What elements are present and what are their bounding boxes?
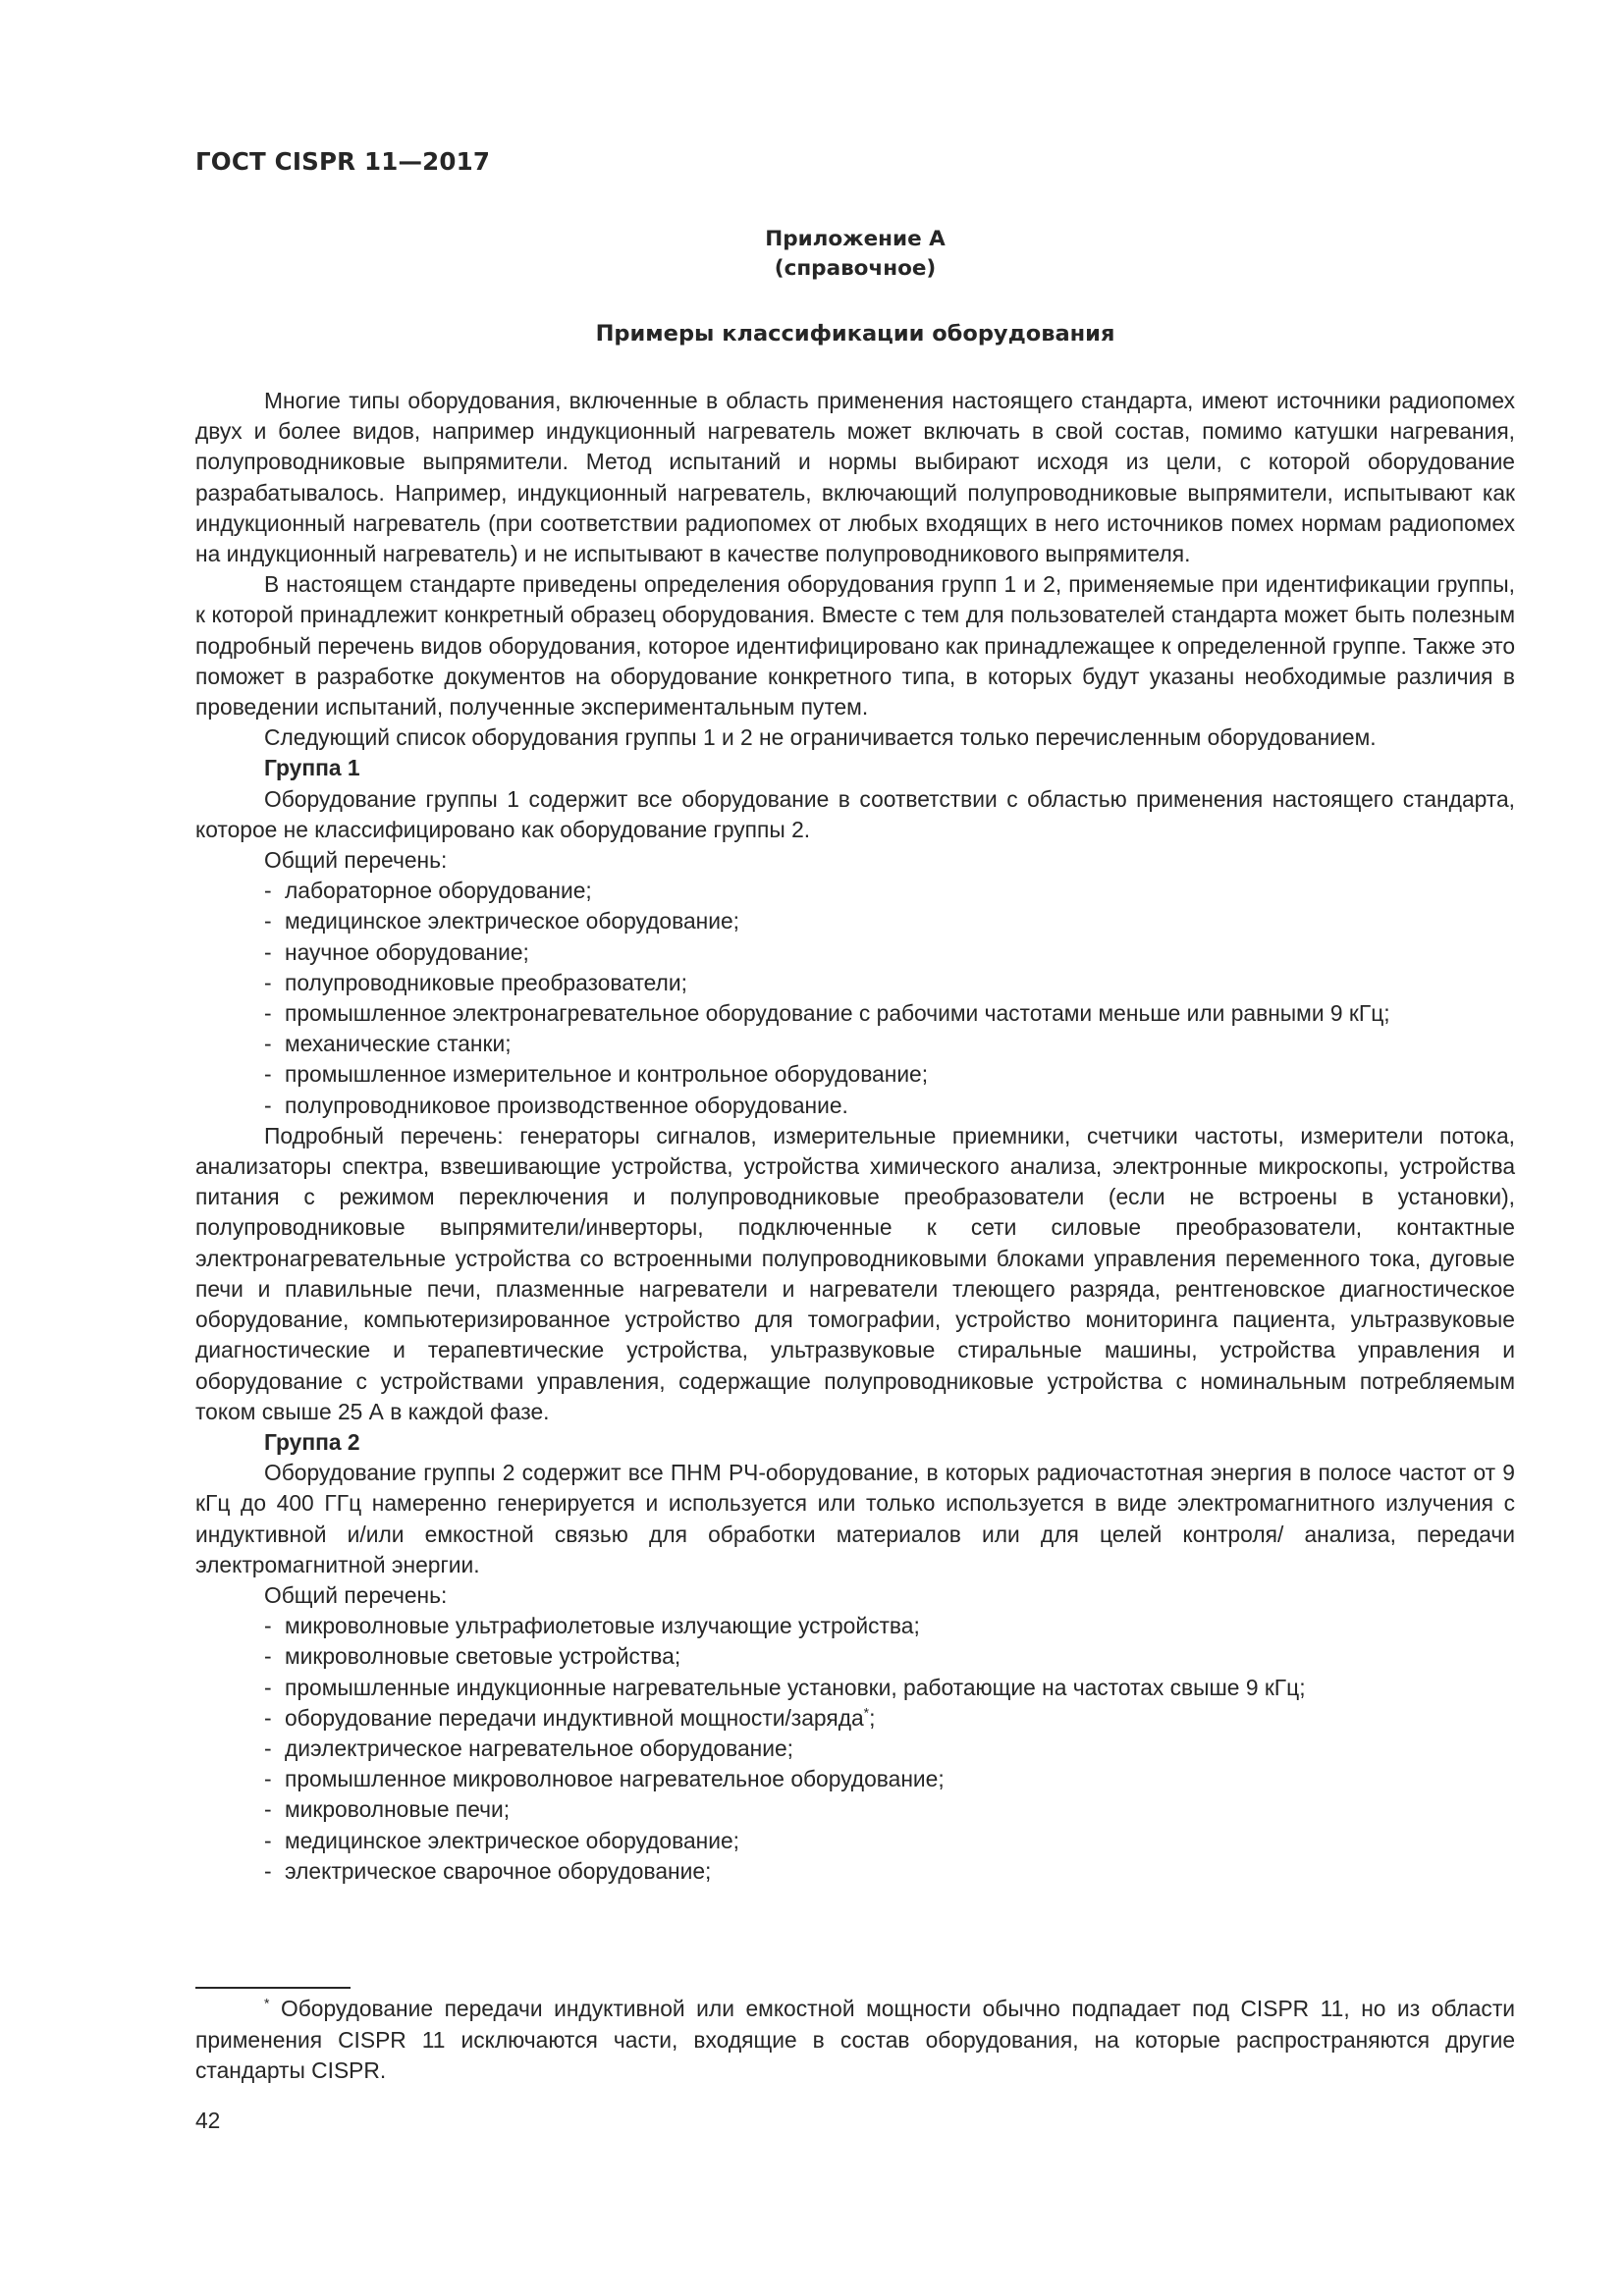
footnote <box>195 1994 1515 2087</box>
group-2-general-label: Общий перечень: <box>264 1581 448 1608</box>
list-dash: - <box>264 1031 272 1057</box>
list-item <box>195 1059 1515 1090</box>
list-item <box>195 937 1515 968</box>
list-item <box>195 1826 1515 1856</box>
list-item-text: медицинское электрическое оборудование; <box>285 1827 739 1853</box>
list-dash: - <box>264 1061 272 1088</box>
list-item-text: микроволновые печи; <box>285 1796 511 1823</box>
list-item <box>195 1856 1515 1887</box>
list-item-text: промышленное микроволновое нагревательное оборудование; <box>285 1766 945 1792</box>
list-dash: - <box>264 878 272 904</box>
list-item <box>195 1764 1515 1794</box>
list-item <box>195 1794 1515 1825</box>
annex-status: (справочное) <box>774 256 937 281</box>
group-1-general-list <box>195 876 1515 1121</box>
group-1-definition: Оборудование группы 1 содержит все оборудование в соответствии с областью применения настоящего стандарта, которое не классифицировано как оборудование группы 2. <box>195 785 1515 842</box>
list-dash: - <box>264 1857 272 1884</box>
group-2-heading: Группа 2 <box>264 1428 360 1455</box>
annex-heading <box>195 225 1515 284</box>
list-item-text: промышленные индукционные нагревательные установки, работающие на частотах свыше 9 кГц; <box>285 1674 1306 1700</box>
list-item-text: научное оборудование; <box>285 938 529 965</box>
list-dash: - <box>264 969 272 995</box>
list-dash: - <box>264 908 272 934</box>
list-item-text: полупроводниковое производственное оборудование. <box>285 1092 848 1118</box>
list-item <box>195 998 1515 1029</box>
annex-title: Примеры классификации оборудования <box>595 321 1115 347</box>
footnote-text: Оборудование передачи индуктивной или емкостной мощности обычно подпадает под CISPR 11, но из области применения CISPR 11 исключаются части, входящие в состав оборудования, на которые распространяются другие стандарты CISPR. <box>195 1996 1516 2083</box>
annex-label: Приложение А <box>765 227 946 251</box>
list-item-text: микроволновые световые устройства; <box>285 1643 681 1670</box>
list-dash: - <box>264 1766 272 1792</box>
list-item <box>195 968 1515 998</box>
list-dash: - <box>264 1000 272 1027</box>
footnote-separator <box>195 1987 351 1989</box>
list-dash: - <box>264 1674 272 1700</box>
list-dash: - <box>264 938 272 965</box>
list-item-text: промышленное электронагревательное оборудование с рабочими частотами меньше или равными 9 кГц; <box>285 1000 1390 1027</box>
list-item <box>195 1029 1515 1059</box>
annex-body <box>195 386 1515 1887</box>
list-item-text: медицинское электрическое оборудование; <box>285 908 739 934</box>
list-dash: - <box>264 1643 272 1670</box>
group-1-general-label: Общий перечень: <box>264 847 448 874</box>
intro-paragraph-2: В настоящем стандарте приведены определения оборудования групп 1 и 2, применяемые при идентификации группы, к которой принадлежит конкретный образец оборудования. Вместе с тем для пользователей стандарта может быть полезным подробный перечень видов оборудования, которое идентифицировано как принадлежащее к определенной группе. Также это поможет в разработке документов на оборудование конкретного типа, в которых будут указаны необходимые различия в проведении испытаний, полученные экспериментальным путем. <box>195 571 1515 721</box>
list-dash: - <box>264 1796 272 1823</box>
list-item-text: диэлектрическое нагревательное оборудование; <box>285 1735 793 1761</box>
intro-paragraph-3: Следующий список оборудования группы 1 и 2 не ограничивается только перечисленным оборудованием. <box>264 724 1377 751</box>
list-item <box>195 876 1515 906</box>
list-dash: - <box>264 1704 272 1731</box>
list-item-text: электрическое сварочное оборудование; <box>285 1857 712 1884</box>
footnote-mark: * <box>264 1995 270 2011</box>
intro-paragraph-1: Многие типы оборудования, включенные в область применения настоящего стандарта, имеют источники радиопомех двух и более видов, например индукционный нагреватель может включать в свой состав, помимо катушки нагревания, полупроводниковые выпрямители. Метод испытаний и нормы выбирают исходя из цели, с которой оборудование разрабатывалось. Например, индукционный нагреватель, включающий полупроводниковые выпрямители, испытывают как индукционный нагреватель (при соответствии радиопомех от любых входящих в него источников помех нормам радиопомех на индукционный нагреватель) и не испытывают в качестве полупроводникового выпрямителя. <box>195 388 1515 567</box>
list-item <box>195 1734 1515 1764</box>
list-item-text: полупроводниковые преобразователи; <box>285 969 687 995</box>
list-item-text: оборудование передачи индуктивной мощности/заряда <box>285 1704 864 1731</box>
list-item-text: микроволновые ультрафиолетовые излучающие устройства; <box>285 1613 920 1639</box>
list-dash: - <box>264 1092 272 1118</box>
list-item <box>195 1641 1515 1672</box>
group-1-detailed-list: Подробный перечень: генераторы сигналов, измерительные приемники, счетчики частоты, измерители потока, анализаторы спектра, взвешивающие устройства, устройства химического анализа, электронные микроскопы, устройства питания с режимом переключения и полупроводниковые преобразователи (если не встроены в установки), полупроводниковые выпрямители/инверторы, подключенные к сети силовые преобразователи, контактные электронагревательные устройства со встроенными полупроводниковыми блоками управления переменного тока, дуговые печи и плавильные печи, плазменные нагреватели и нагреватели тлеющего разряда, рентгеновское диагностическое оборудование, компьютеризированное устройство для томографии, устройство мониторинга пациента, ультразвуковые диагностические и терапевтические устройства, ультразвуковые стиральные машины, устройства управления и оборудование с устройствами управления, содержащие полупроводниковые устройства с номинальным потребляемым током свыше 25 А в каждой фазе. <box>195 1122 1515 1424</box>
list-item-text-end: ; <box>869 1704 876 1731</box>
list-dash: - <box>264 1827 272 1853</box>
list-item <box>195 1673 1515 1703</box>
group-2-general-list <box>195 1611 1515 1887</box>
document-code: ГОСТ CISPR 11—2017 <box>195 147 491 176</box>
list-item-text: лабораторное оборудование; <box>285 878 592 904</box>
footnote-body <box>195 1994 1515 2087</box>
list-dash: - <box>264 1735 272 1761</box>
list-item <box>195 906 1515 936</box>
list-item-text: механические станки; <box>285 1031 512 1057</box>
list-item <box>195 1091 1515 1121</box>
list-item <box>195 1703 1515 1734</box>
list-dash: - <box>264 1613 272 1639</box>
page-number: 42 <box>195 2108 221 2133</box>
group-2-definition: Оборудование группы 2 содержит все ПНМ РЧ-оборудование, в которых радиочастотная энергия в полосе частот от 9 кГц до 400 ГГц намеренно генерируется и используется или только используется в виде электромагнитного излучения с индуктивной и/или емкостной связью для обработки материалов или для целей контроля/ анализа, передачи электромагнитной энергии. <box>195 1460 1515 1577</box>
footnote-reference: * <box>863 1704 870 1721</box>
group-1-heading: Группа 1 <box>264 755 360 781</box>
list-item <box>195 1611 1515 1641</box>
list-item-text: промышленное измерительное и контрольное оборудование; <box>285 1061 929 1088</box>
